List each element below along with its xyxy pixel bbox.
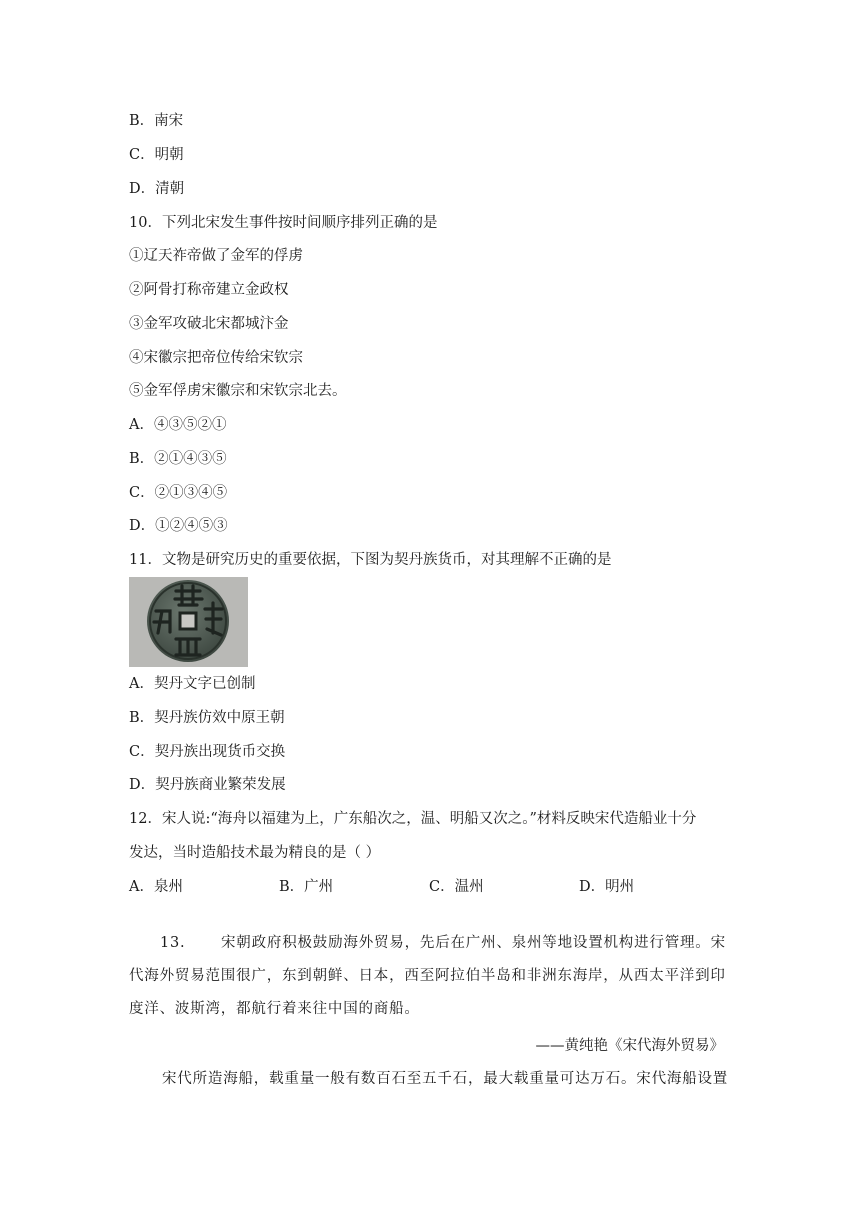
event-2: ②阿骨打称帝建立金政权 xyxy=(129,282,289,298)
question-10-option-c: C．②①③④⑤ xyxy=(129,485,228,501)
question-13-material xyxy=(129,927,729,1026)
event-4: ④宋徽宗把帝位传给宋钦宗 xyxy=(129,350,303,366)
option-d-qingchao: D．清朝 xyxy=(129,181,185,197)
question-10-option-b: B．②①④③⑤ xyxy=(129,451,227,467)
question-11-option-d: D．契丹族商业繁荣发展 xyxy=(129,777,286,793)
event-3: ③金军攻破北宋都城汴金 xyxy=(129,316,289,332)
question-13-material-2: 宋代所造海船，载重量一般有数百石至五千石，最大载重量可达万石。宋代海船设置 xyxy=(162,1071,729,1087)
question-12-option-d: D．明州 xyxy=(579,879,635,895)
question-11-option-b: B．契丹族仿效中原王朝 xyxy=(129,710,285,726)
question-13-number: 13. xyxy=(160,935,186,951)
event-1: ①辽天祚帝做了金军的俘虏 xyxy=(129,248,303,264)
option-c-mingchao: C．明朝 xyxy=(129,147,184,163)
khitan-coin-image xyxy=(129,577,248,667)
question-13-attribution: ——黄纯艳《宋代海外贸易》 xyxy=(535,1038,724,1054)
question-12-option-b: B．广州 xyxy=(279,879,334,895)
question-12-option-c: C．温州 xyxy=(429,879,484,895)
option-b-nansong: B．南宋 xyxy=(129,113,184,129)
question-11-option-a: A．契丹文字已创制 xyxy=(129,676,256,692)
question-13-text: 宋朝政府积极鼓励海外贸易，先后在广州、泉州等地设置机构进行管理。宋代海外贸易范围很广，东到朝鲜、日本，西至阿拉伯半岛和非洲东海岸，从西太平洋到印度洋、波斯湾，都航行着来往中国的商船。 xyxy=(129,935,726,1017)
event-5: ⑤金军俘虏宋徽宗和宋钦宗北去。 xyxy=(129,383,347,399)
question-10-stem: 10．下列北宋发生事件按时间顺序排列正确的是 xyxy=(129,215,438,231)
question-12-stem-line-1: 12．宋人说:“海舟以福建为上，广东船次之，温、明船又次之。”材料反映宋代造船业十分 xyxy=(129,811,697,827)
question-11-stem: 11．文物是研究历史的重要依据，下图为契丹族货币，对其理解不正确的是 xyxy=(129,552,612,568)
question-10-option-a: A．④③⑤②① xyxy=(129,417,227,433)
question-12-option-a: A．泉州 xyxy=(129,879,183,895)
question-12-stem-line-2: 发达，当时造船技术最为精良的是（ ） xyxy=(129,845,381,861)
khitan-coin-icon xyxy=(129,577,248,667)
question-10-option-d: D．①②④⑤③ xyxy=(129,518,228,534)
question-11-option-c: C．契丹族出现货币交换 xyxy=(129,744,286,760)
